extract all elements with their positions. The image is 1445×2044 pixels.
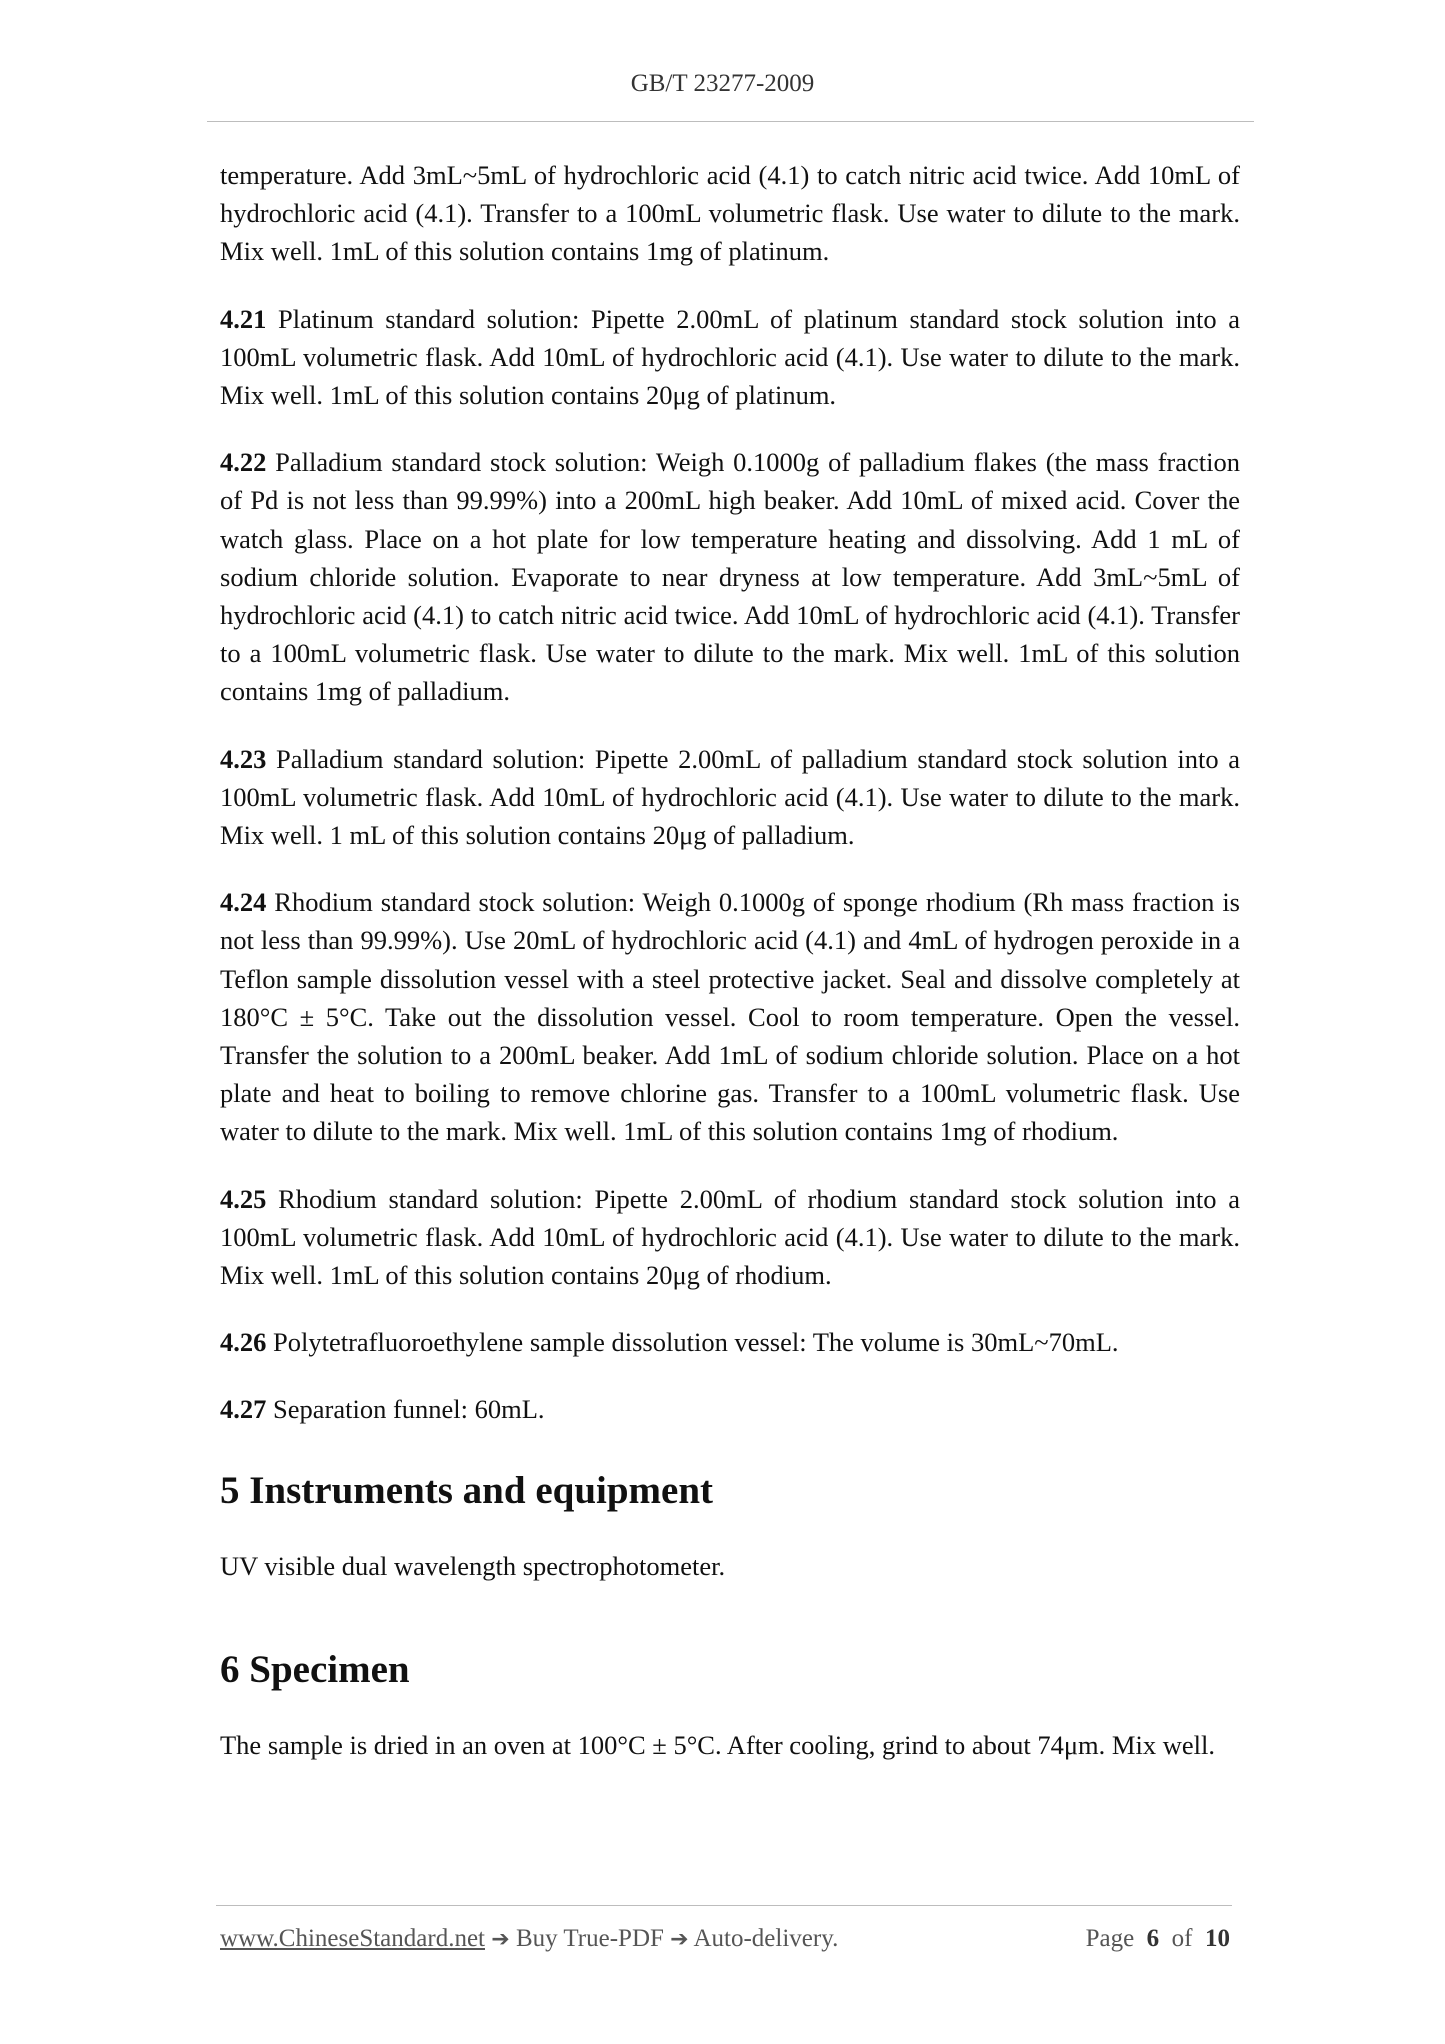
clause-text: Rhodium standard solution: Pipette 2.00mL of rhodium standard stock solution into a 100mL volumetric flask. Add 10mL of hydrochloric acid (4.1). Use water to dilute to the mark. Mix well. 1mL of this solution contains 20μg of rhodium. xyxy=(220,1183,1240,1291)
arrow-right-icon: ➔ xyxy=(670,1927,689,1952)
paragraph-text: temperature. Add 3mL~5mL of hydrochloric acid (4.1) to catch nitric acid twice. Add 10mL of hydrochloric acid (4.1). Transfer to a 100mL volumetric flask. Use water to dilute to the mark. Mix well. 1mL of this solution contains 1mg of platinum. xyxy=(220,160,1240,267)
clause-number: 4.21 xyxy=(220,303,267,334)
footer-links xyxy=(220,1925,838,1953)
clause-text: Polytetrafluoroethylene sample dissolution vessel: The volume is 30mL~70mL. xyxy=(266,1327,1119,1358)
clause-number: 4.23 xyxy=(220,743,267,774)
clause-4-23 xyxy=(220,740,1240,855)
clause-number: 4.25 xyxy=(220,1183,267,1214)
clause-text: Platinum standard solution: Pipette 2.00mL of platinum standard stock solution into a 100mL volumetric flask. Add 10mL of hydrochloric acid (4.1). Use water to dilute to the mark. Mix well. 1mL of this solution contains 20μg of platinum. xyxy=(220,303,1240,411)
clause-number: 4.27 xyxy=(220,1394,267,1425)
clause-4-21 xyxy=(220,300,1240,415)
buy-pdf-text: Buy True-PDF xyxy=(515,1925,664,1952)
clause-text: Palladium standard solution: Pipette 2.00mL of palladium standard stock solution into a 100mL volumetric flask. Add 10mL of hydrochloric acid (4.1). Use water to dilute to the mark. Mix well. 1 mL of this solution contains 20μg of palladium. xyxy=(220,743,1240,851)
clause-text: Separation funnel: 60mL. xyxy=(266,1394,545,1425)
section-6-title: 6 Specimen xyxy=(220,1647,410,1691)
paragraph-continued xyxy=(220,156,1240,271)
auto-delivery-text: Auto-delivery. xyxy=(693,1925,839,1952)
site-link[interactable]: www.ChineseStandard.net xyxy=(220,1925,485,1952)
arrow-right-icon: ➔ xyxy=(491,1927,510,1952)
footer-divider xyxy=(216,1905,1232,1906)
clause-4-27 xyxy=(220,1390,1240,1428)
section-5-title: 5 Instruments and equipment xyxy=(220,1468,714,1512)
clause-text: Rhodium standard stock solution: Weigh 0.1000g of sponge rhodium (Rh mass fraction is not less than 99.99%). Use 20mL of hydrochloric acid (4.1) and 4mL of hydrogen peroxide in a Teflon sample dissolution vessel with a steel protective jacket. Seal and dissolve completely at 180°C ± 5°C. Take out the dissolution vessel. Cool to room temperature. Open the vessel. Transfer the solution to a 200mL beaker. Add 1mL of sodium chloride solution. Place on a hot plate and heat to boiling to remove chlorine gas. Transfer to a 100mL volumetric flask. Use water to dilute to the mark. Mix well. 1mL of this solution contains 1mg of rhodium. xyxy=(220,887,1240,1147)
page-label: Page xyxy=(1085,1925,1135,1952)
document-header-id: GB/T 23277-2009 xyxy=(630,70,815,97)
clause-text: Palladium standard stock solution: Weigh 0.1000g of palladium flakes (the mass fraction of Pd is not less than 99.99%) into a 200mL high beaker. Add 10mL of mixed acid. Cover the watch glass. Place on a hot plate for low temperature heating and dissolving. Add 1 mL of sodium chloride solution. Evaporate to near dryness at low temperature. Add 3mL~5mL of hydrochloric acid (4.1) to catch nitric acid twice. Add 10mL of hydrochloric acid (4.1). Transfer to a 100mL volumetric flask. Use water to dilute to the mark. Mix well. 1mL of this solution contains 1mg of palladium. xyxy=(220,447,1240,707)
clause-number: 4.26 xyxy=(220,1327,267,1358)
clause-4-25 xyxy=(220,1180,1240,1295)
page-indicator xyxy=(1086,1925,1230,1953)
clause-4-22 xyxy=(220,443,1240,710)
page-total: 10 xyxy=(1205,1925,1230,1952)
section-5-text: UV visible dual wavelength spectrophotometer. xyxy=(220,1550,726,1581)
page-number: 6 xyxy=(1146,1925,1160,1952)
of-label: of xyxy=(1171,1925,1193,1952)
clause-4-26 xyxy=(220,1323,1240,1361)
document-body xyxy=(220,156,1240,1793)
clause-number: 4.24 xyxy=(220,887,267,918)
clause-4-24 xyxy=(220,883,1240,1150)
section-6-text: The sample is dried in an oven at 100°C ± 5°C. After cooling, grind to about 74μm. Mix well. xyxy=(220,1729,1215,1760)
clause-number: 4.22 xyxy=(220,447,267,478)
header-divider xyxy=(207,121,1254,122)
